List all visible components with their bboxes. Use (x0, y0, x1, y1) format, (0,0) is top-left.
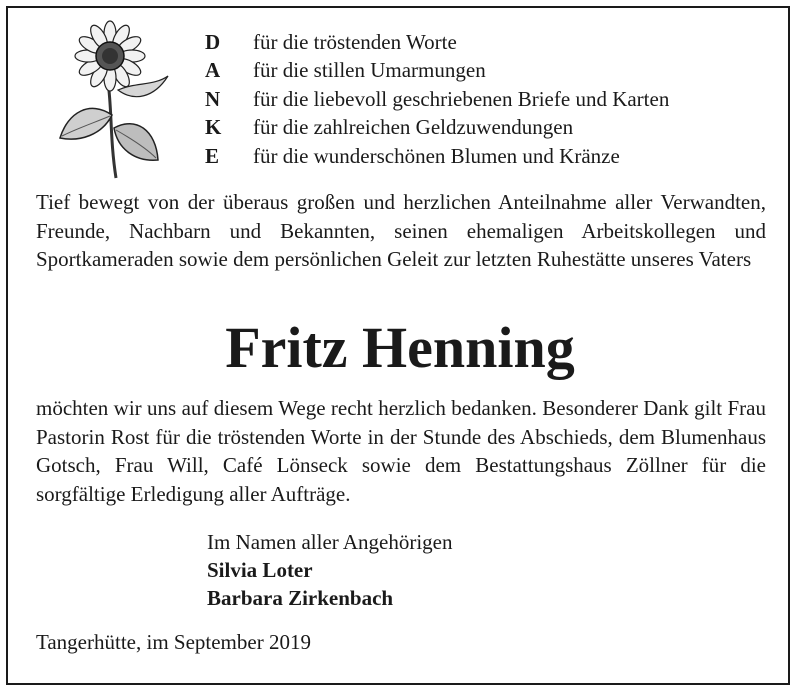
deceased-name: Fritz Henning (225, 315, 575, 380)
danke-row (205, 142, 669, 171)
danke-row (205, 57, 669, 86)
danke-row (205, 85, 669, 114)
danke-row (205, 114, 669, 143)
danke-text: für die tröstenden Worte (253, 29, 457, 54)
signature-name: Silvia Loter (207, 558, 313, 582)
signature-name: Barbara Zirkenbach (207, 586, 394, 610)
danke-letter: A (205, 58, 221, 83)
danke-text: für die liebevoll geschriebenen Briefe und Karten (253, 86, 670, 111)
signature-line: Im Namen aller Angehörigen (207, 530, 453, 554)
intro-paragraph: Tief bewegt von der überaus großen und herzlichen Anteilnahme aller Verwandten, Freunde, Nachbarn und Bekannten, seinen ehemaligen Arbeitskollegen und Sportkameraden sowie dem persönlichen Geleit zur letzten Ruhestätte unseres Vaters (36, 190, 766, 271)
danke-text: für die wunderschönen Blumen und Kränze (253, 143, 620, 168)
danke-text: für die zahlreichen Geldzuwendungen (253, 115, 574, 140)
signature-block (207, 528, 453, 612)
danke-letter: D (205, 29, 221, 54)
thanks-paragraph: möchten wir uns auf diesem Wege recht herzlich bedanken. Besonderer Dank gilt Frau Pastorin Rost für die tröstenden Worte in der Stunde des Abschieds, dem Blumenhaus Gotsch, Frau Will, Café Lönseck sowie dem Bestattungshaus Zöllner für die sorgfältige Erledigung aller Aufträge. (36, 396, 766, 506)
sunflower-icon (50, 20, 185, 180)
danke-text: für die stillen Umarmungen (253, 58, 486, 83)
place-date: Tangerhütte, im September 2019 (36, 630, 311, 654)
danke-letter: K (205, 115, 222, 140)
danke-letter: N (205, 86, 221, 111)
danke-list (205, 28, 669, 171)
danke-letter: E (205, 143, 220, 168)
danke-row (205, 28, 669, 57)
